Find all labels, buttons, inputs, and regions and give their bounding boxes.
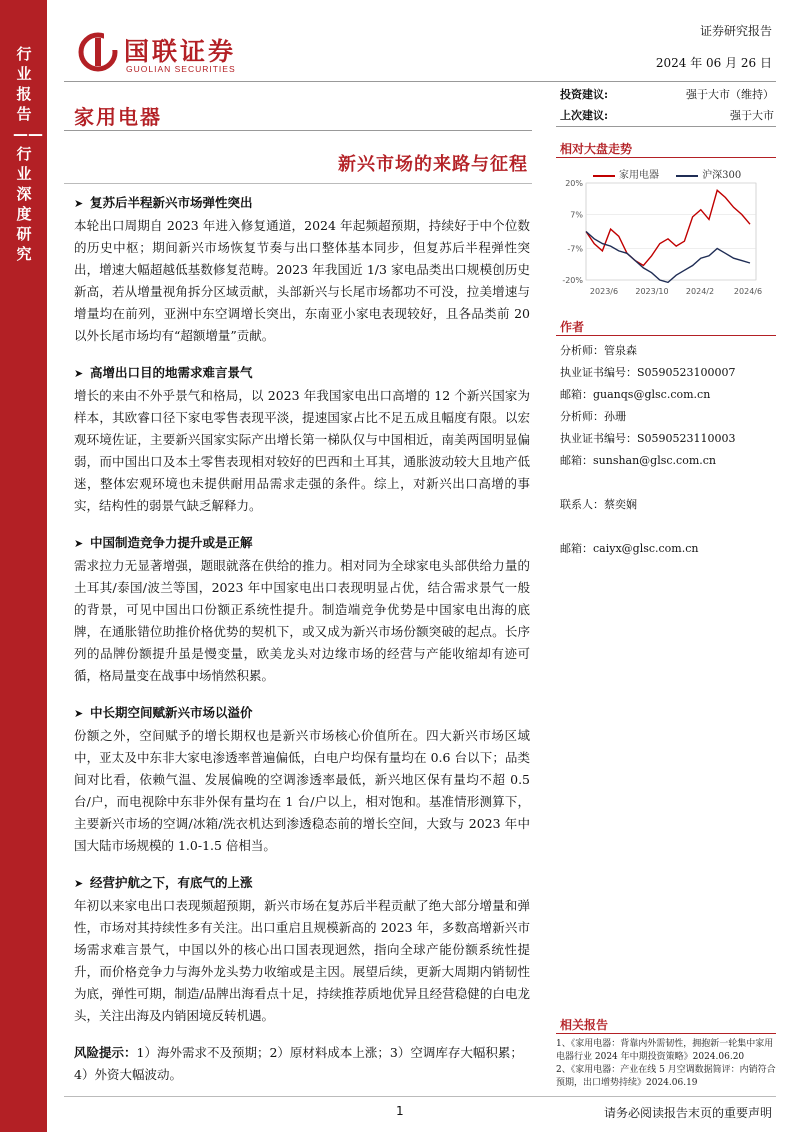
bullet-triangle-icon: ➤ — [74, 197, 84, 210]
section-heading: 高增出口目的地需求难言景气 — [90, 365, 253, 380]
legend-label: 沪深300 — [702, 170, 742, 181]
authors-heading: 作者 — [560, 320, 585, 334]
y-tick-label: -7% — [567, 244, 583, 254]
section-body: 年初以来家电出口表现频超预期，新兴市场在复苏后半程贡献了绝大部分增量和弹性，市场对其持续性多有关注。出口重启且规模新高的 2023 年，多数高增新兴市场需求难言景气，中国以外的核心出口国表现迥然，指向全球产能份额系统性提升，而价格竞争力与海外龙头势力收缩或是主因。展望后续，更新大周期内销韧性为底，弹性可期，制造/品牌出海看点十足，持续推荐质地优异且经营稳健的白电龙头，关注出海及内销困境反转机遇。 — [74, 898, 530, 1023]
rating-divider — [556, 126, 776, 127]
author-row: 分析师：孙珊 — [560, 410, 626, 423]
company-logo — [78, 32, 288, 76]
disclaimer: 请务必阅读报告末页的重要声明 — [603, 1106, 772, 1120]
y-tick-label: -20% — [562, 276, 583, 285]
chart-heading: 相对大盘走势 — [560, 142, 633, 156]
rating-current-value: 强于大市（维持） — [686, 88, 774, 101]
section-4 — [74, 702, 530, 857]
bullet-triangle-icon: ➤ — [74, 537, 84, 550]
title-divider — [64, 183, 532, 184]
related-reports — [556, 1038, 778, 1090]
x-tick-label: 2023/10 — [635, 287, 669, 296]
rating-previous-value: 强于大市 — [730, 109, 774, 122]
author-row — [560, 516, 774, 538]
related-heading: 相关报告 — [560, 1018, 609, 1032]
section-body: 本轮出口周期自 2023 年进入修复通道，2024 年起频超预期，持续好于中个位数的历史中枢；期间新兴市场恢复节奏与出口整体基本同步，但复苏后半程弹性突出，增速大幅超越低基数修复范畴。2023 年我国近 1/3 家电品类出口规模创历史新高，若从增量视角拆分区域贡献，头部新兴与长尾市场都功不可没，拉美增速与增量均在前列，亚洲中东空调增长突出，东南亚小家电表现较好，且各品类前 20 以外长尾市场均有“超额增量”贡献。 — [74, 218, 530, 343]
rating-previous-label: 上次建议: — [560, 109, 609, 122]
y-tick-label: 20% — [565, 179, 583, 188]
author-row: 执业证书编号：S0590523100007 — [560, 366, 736, 379]
related-report-item: 2、《家用电器：产业在线 5 月空调数据简评：内销符合预期，出口增势持续》2024.06.19 — [556, 1065, 776, 1088]
author-row: 分析师：管泉森 — [560, 344, 637, 357]
section-body: 份额之外，空间赋予的增长期权也是新兴市场核心价值所在。四大新兴市场区域中，亚太及中东非大家电渗透率普遍偏低，白电户均保有量均在 0.6 台以下；品类间对比看，依赖气温、发展偏晚的空调渗透率最低，新兴地区保有量均不超 0.5 台/户，而电视除中东非外保有量均在 1 台/户以上，相对饱和。基准情形测算下，主要新兴市场的空调/冰箱/洗衣机达到渗透稳态前的增长空间，大致与 2023 年中国大陆市场规模的 1.0-1.5 倍相当。 — [74, 728, 530, 853]
report-type: 证券研究报告 — [699, 24, 772, 38]
section-5 — [74, 872, 530, 1027]
section-heading: 复苏后半程新兴市场弹性突出 — [90, 195, 253, 210]
logo-mark-icon — [78, 32, 118, 72]
section-heading: 中国制造竞争力提升或是正解 — [90, 535, 253, 550]
author-row: 邮箱：sunshan@glsc.com.cn — [560, 454, 717, 467]
y-tick-label: 7% — [570, 210, 583, 220]
section-3 — [74, 532, 530, 687]
chart-frame — [586, 183, 756, 280]
header-divider — [64, 81, 776, 82]
x-tick-label: 2024/2 — [685, 287, 715, 296]
section-1 — [74, 192, 530, 347]
rating-current — [560, 86, 774, 102]
logo-name-en: GUOLIAN SECURITIES — [126, 64, 236, 74]
footer-divider — [64, 1096, 776, 1097]
author-row — [560, 472, 774, 494]
risk-text: 1）海外需求不及预期；2）原材料成本上涨；3）空调库存大幅积累；4）外资大幅波动。 — [74, 1045, 523, 1082]
report-title: 新兴市场的来路与征程 — [338, 154, 528, 175]
sidebar-band — [0, 0, 47, 1132]
relative-performance-chart — [560, 163, 774, 301]
authors-heading-divider — [556, 335, 776, 336]
chart-heading-divider — [556, 157, 776, 158]
legend-label: 家用电器 — [619, 170, 659, 181]
rating-previous — [560, 107, 774, 123]
section-body: 增长的来由不外乎景气和格局，以 2023 年我国家电出口高增的 12 个新兴国家为样本，其欧睿口径下家电零售表现平淡，提速国家占比不足五成且幅度有限。以宏观环境佐证，主要新兴国家实际产出增长第一梯队仅与中国相近，南美两国明显偏弱，而中国出口及本土零售表现相对较好的巴西和土耳其，通胀波动较大且地产低迷，整体宏观环境也未提供耐用品需求走强的条件。综上，对新兴出口高增的事实，结构性的弱景气缺乏解释力。 — [74, 388, 530, 513]
bullet-triangle-icon: ➤ — [74, 877, 84, 890]
sidebar-label: 行业报告——行业深度研究 — [13, 45, 43, 263]
bullet-triangle-icon: ➤ — [74, 367, 84, 380]
industry-name: 家用电器 — [74, 105, 162, 129]
series-line-appliance — [586, 190, 750, 265]
industry-divider — [64, 130, 532, 131]
section-2 — [74, 362, 530, 517]
related-heading-divider — [556, 1033, 776, 1034]
author-row: 执业证书编号：S0590523110003 — [560, 432, 736, 445]
page-number: 1 — [396, 1104, 404, 1118]
section-heading: 中长期空间赋新兴市场以溢价 — [90, 705, 253, 720]
main-content — [74, 192, 530, 1086]
related-report-item: 1、《家用电器：背靠内外需韧性，拥抱新一轮集中家用电器行业 2024 年中期投资策略》2024.06.20 — [556, 1039, 774, 1062]
section-heading: 经营护航之下，有底气的上涨 — [90, 875, 253, 890]
x-tick-label: 2023/6 — [589, 287, 619, 296]
risk-label: 风险提示： — [74, 1045, 137, 1060]
report-date: 2024 年 06 月 26 日 — [655, 56, 772, 70]
section-body: 需求拉力无显著增强，题眼就落在供给的推力。相对同为全球家电头部供给力量的土耳其/泰国/波兰等国，2023 年中国家电出口表现明显占优，结合需求景气一般的背景，可见中国出口份额正系统性提升。制造端竞争优势是中国家电出海的底牌，在通胀错位助推价格优势的契机下，或又成为新兴市场份额突破的起点。长序列的品牌份额提升虽是慢变量，欧美龙头对边缘市场的经营与产能收缩却有迹可循，格局量变在战事中场悄然积累。 — [74, 558, 530, 683]
author-row: 联系人：蔡奕娴 — [560, 498, 637, 511]
author-row: 邮箱：guanqs@glsc.com.cn — [560, 388, 711, 401]
author-list — [560, 340, 774, 560]
x-tick-label: 2024/6 — [733, 287, 763, 296]
risk-warning — [74, 1042, 530, 1086]
author-row: 邮箱：caiyx@glsc.com.cn — [560, 542, 699, 555]
rating-current-label: 投资建议: — [560, 88, 609, 101]
bullet-triangle-icon: ➤ — [74, 707, 84, 720]
logo-name-cn: 国联证券 — [124, 37, 237, 66]
